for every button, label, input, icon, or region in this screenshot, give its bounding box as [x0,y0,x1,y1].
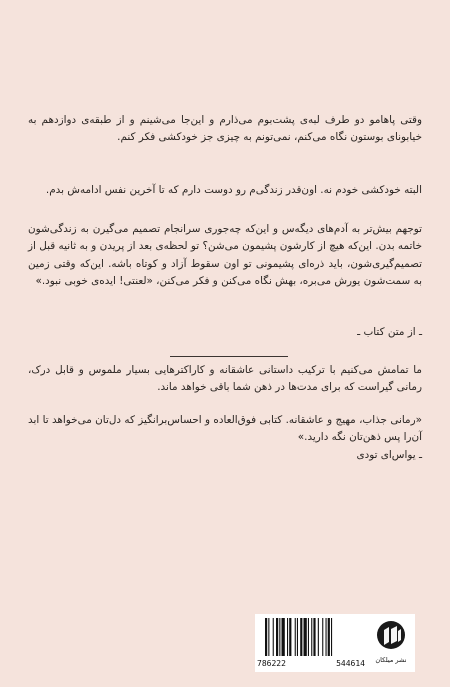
review-attribution: ـ یواس‌ای تودی [356,449,422,461]
publisher-name: نشر میلکان [375,656,407,664]
excerpt-paragraph-3: توجهم بیش‌تر به آدم‌های دیگه‌س و این‌که چه‌جوری سرانجام تصمیم می‌گیرن به زندگی‌شون خاتمه بدن. این‌که هیچ از کارشون پشیمون می‌شن؟ تو لحظه‌ی بعد از پریدن و به ثانیه قبل از تصمیم‌گیری‌شون، باید ذره‌ای پشیمونی تو اون سقوط آزاد و کوتاه باشه. این‌که وقتی زمین به سمت‌شون یورش می‌بره، بهش نگاه می‌کنن و فکر می‌کنن، «لعنتی! ایده‌ی خوبی نبود.» [28,223,422,288]
review-quote: «رمانی جذاب، مهیج و عاشقانه. کتابی فوق‌العاده و احساس‌برانگیز که دل‌تان می‌خواهد تا ابد آن‌را پس ذهن‌تان نگه دارید.» [28,414,422,444]
excerpt-paragraph-1: وقتی پاهامو دو طرف لبه‌ی پشت‌بوم می‌ذارم و این‌جا می‌شینم و از طبقه‌ی دوازدهم به خیابونای بوستون نگاه می‌کنم، نمی‌تونم به چیزی جز خودکشی فکر کنم. [28,114,422,144]
section-divider [170,356,288,357]
barcode-left-digits: 786222 [257,659,286,668]
barcode-right-digits: 544614 [336,659,365,668]
excerpt-attribution: ـ از متن کتاب ـ [357,326,422,338]
excerpt-paragraph-2: البته خودکشی خودم نه. اون‌قدر زندگی‌م رو دوست دارم که تا آخرین نفس ادامه‌ش بدم. [45,184,422,196]
blurb-paragraph: ما تمامش می‌کنیم با ترکیب داستانی عاشقانه و کاراکترهایی بسیار ملموس و قابل درک، رمانی گیراست که برای مدت‌ها در ذهن شما باقی خواهد ماند. [28,364,422,394]
barcode-icon [265,618,359,656]
barcode-number [257,659,365,668]
